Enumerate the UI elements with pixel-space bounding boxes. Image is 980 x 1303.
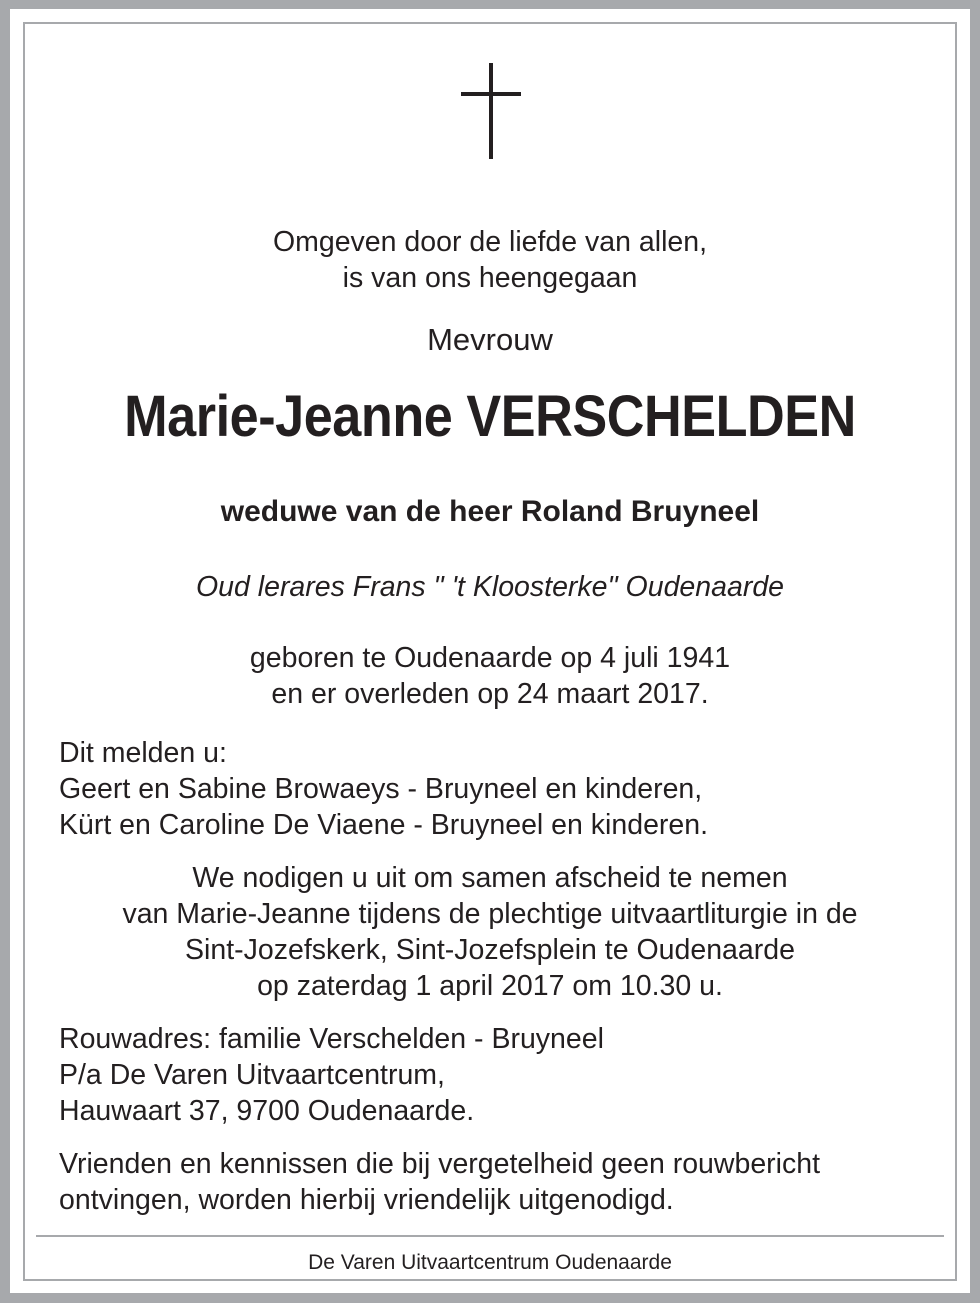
address-line-1: Rouwadres: familie Verschelden - Bruyneel [59, 1023, 604, 1055]
footer-divider [36, 1235, 944, 1237]
cross-icon [461, 63, 521, 159]
family-line-1: Geert en Sabine Browaeys - Bruyneel en kinderen, [59, 773, 703, 805]
death-line: en er overleden op 24 maart 2017. [271, 678, 709, 710]
honorific: Mevrouw [427, 322, 553, 357]
occupation: Oud lerares Frans " 't Kloosterke" Oudenaarde [195, 571, 785, 603]
mourning-address [59, 1021, 939, 1129]
announcement [59, 735, 939, 843]
birth-line: geboren te Oudenaarde op 4 juli 1941 [249, 642, 731, 674]
widow-of: weduwe van de heer Roland Bruyneel [220, 495, 760, 528]
invitation-line-3: Sint-Jozefskerk, Sint-Jozefsplein te Oudenaarde [185, 934, 795, 966]
friends-line-2: ontvingen, worden hierbij vriendelijk uitgenodigd. [59, 1184, 674, 1216]
friends-note [59, 1146, 939, 1218]
friends-line-1: Vrienden en kennissen die bij vergetelheid geen rouwbericht [59, 1148, 821, 1180]
footer-funeral-home: De Varen Uitvaartcentrum Oudenaarde [308, 1251, 672, 1274]
announcement-header: Dit melden u: [59, 737, 227, 769]
family-line-2: Kürt en Caroline De Viaene - Bruyneel en kinderen. [59, 809, 709, 841]
intro-line-2: is van ons heengegaan [342, 262, 638, 294]
address-line-3: Hauwaart 37, 9700 Oudenaarde. [59, 1095, 475, 1127]
invitation-line-2: van Marie-Jeanne tijdens de plechtige uitvaartliturgie in de [122, 898, 858, 930]
intro-line-1: Omgeven door de liefde van allen, [272, 226, 708, 258]
life-dates [40, 640, 940, 712]
deceased-name: Marie-Jeanne VERSCHELDEN [124, 384, 856, 449]
invitation-line-4: op zaterdag 1 april 2017 om 10.30 u. [257, 970, 723, 1002]
intro-text [40, 224, 940, 296]
invitation-line-1: We nodigen u uit om samen afscheid te nemen [192, 862, 788, 894]
invitation [40, 860, 940, 1004]
address-line-2: P/a De Varen Uitvaartcentrum, [59, 1059, 445, 1091]
